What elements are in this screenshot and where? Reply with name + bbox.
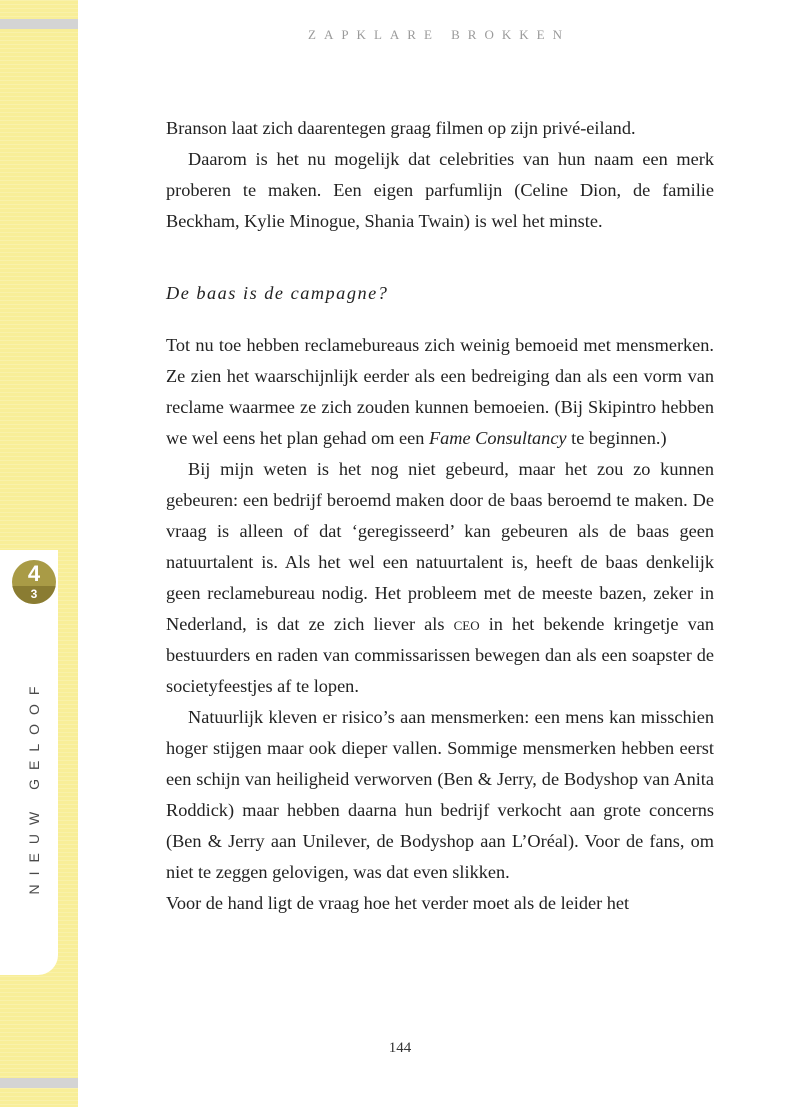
paragraph: Natuurlijk kleven er risico’s aan mensmerken: een mens kan misschien hoger stijgen maar ook dieper vallen. Sommige mensmerken hebben eerst een schijn van heiligheid verworven (Ben & Jerry, de Bodyshop van Anita Roddick) maar hebben daarna hun bedrijf verkocht aan grote concerns (Ben & Jerry aan Unilever, de Bodyshop aan L’Oréal). Voor de fans, om niet te zeggen gelovigen, was dat even slikken. bbox=[166, 707, 714, 882]
italic-term: Fame Consultancy bbox=[428, 428, 567, 448]
paragraph: Voor de hand ligt de vraag hoe het verder moet als de leider het bbox=[166, 893, 630, 913]
body-text bbox=[166, 113, 714, 919]
paragraph: Daarom is het nu mogelijk dat celebrities van hun naam een merk proberen te maken. Een eigen parfumlijn (Celine Dion, de familie Beckham, Kylie Minogue, Shania Twain) is wel het minste. bbox=[166, 149, 714, 231]
chapter-badge bbox=[12, 560, 56, 604]
margin-grey-bar-top bbox=[0, 19, 78, 29]
chapter-number: 4 bbox=[27, 561, 41, 586]
text-run: Bij mijn weten is het nog niet gebeurd, maar het zou zo kunnen gebeuren: een bedrijf beroemd maken door de baas beroemd te maken. De vraag is alleen of dat ‘geregisseerd’ kan gebeuren als de baas geen natuurtalent is. Als het wel een natuurtalent is, heeft de baas denkelijk geen reclamebureau nodig. Het probleem met de meeste bazen, zeker in Nederland, is dat ze zich liever als bbox=[166, 459, 714, 634]
text-run: Tot nu toe hebben reclamebureaus zich weinig bemoeid met mensmerken. Ze zien het waarschijnlijk eerder als een bedreiging dan als een vorm van reclame waarmee ze zich zouden kunnen bemoeien. (Bij Skipintro hebben we wel eens het plan gehad om een bbox=[166, 335, 714, 448]
section-number: 3 bbox=[30, 587, 38, 601]
chapter-side-label: NIEUW GELOOF bbox=[26, 677, 42, 895]
margin-grey-bar-bottom bbox=[0, 1078, 78, 1088]
paragraph: Branson laat zich daarentegen graag filmen op zijn privé-eiland. bbox=[166, 118, 636, 138]
paragraph bbox=[166, 330, 714, 454]
page-number: 144 bbox=[388, 1040, 412, 1056]
paragraph bbox=[166, 454, 714, 702]
text-run: te beginnen.) bbox=[566, 428, 667, 448]
section-heading: De baas is de campagne? bbox=[166, 283, 389, 303]
smallcaps-term: ceo bbox=[453, 614, 480, 634]
text-run: in het bekende kringetje van bestuurders en raden van commissarissen bewegen dan als een soapster de societyfeestjes af te lopen. bbox=[166, 614, 714, 696]
running-head: ZAPKLARE BROKKEN bbox=[308, 27, 570, 42]
